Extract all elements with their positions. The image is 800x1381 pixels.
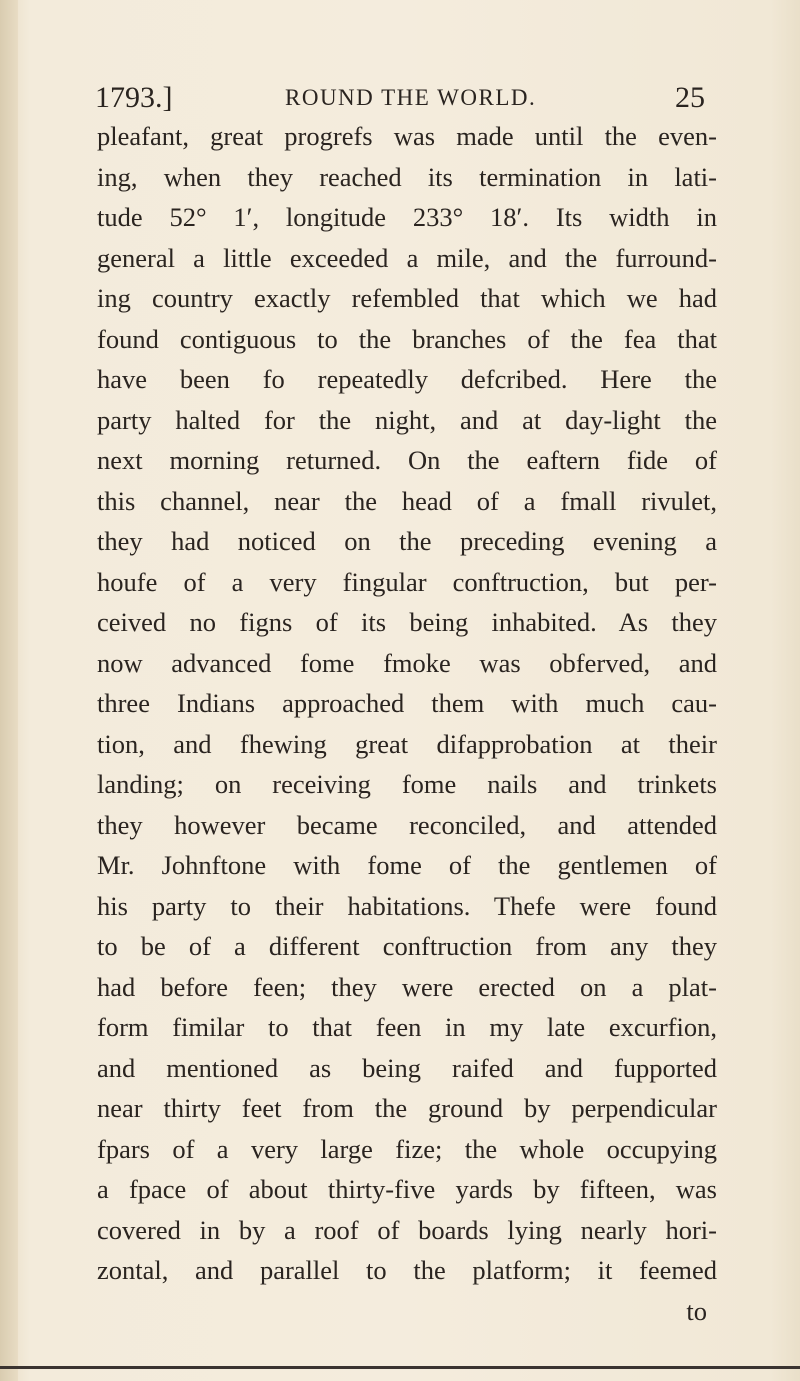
text-line: near thirty feet from the ground by perpendicular: [97, 1093, 717, 1123]
text-line: have been fo repeatedly defcribed. Here the: [97, 364, 717, 394]
text-line: this channel, near the head of a fmall rivulet,: [97, 485, 717, 516]
text-line: his party to their habitations. Thefe were found: [97, 890, 717, 921]
text-line: they however became reconciled, and attended: [97, 809, 717, 840]
text-line: next morning returned. On the eaftern fide of: [97, 445, 717, 475]
text-line: now advanced fome fmoke was obferved, and: [97, 647, 717, 678]
running-head: [95, 80, 705, 116]
text-line: tion, and fhewing great difapprobation at their: [97, 728, 717, 759]
text-line: to be of a different conftruction from any they: [97, 931, 717, 961]
text-line: found contiguous to the branches of the fea that: [97, 323, 717, 354]
text-line: landing; on receiving fome nails and trinkets: [97, 769, 717, 799]
text-line: form fimilar to that feen in my late excurfion,: [97, 1012, 717, 1042]
text-line: houfe of a very fingular conftruction, but per-: [97, 566, 717, 597]
running-head-title: ROUND THE WORLD.: [285, 85, 537, 110]
text-line: had before feen; they were erected on a plat-: [97, 971, 717, 1002]
text-line: ing country exactly refembled that which we had: [97, 283, 717, 313]
text-line: a fpace of about thirty-five yards by fifteen, was: [97, 1174, 717, 1204]
catchword: to: [686, 1295, 707, 1326]
text-line: and mentioned as being raifed and fupported: [97, 1052, 717, 1083]
text-line: ceived no figns of its being inhabited. As they: [97, 607, 717, 637]
page-edge-rule: [0, 1366, 800, 1369]
page-gutter: [0, 0, 18, 1381]
text-line: three Indians approached them with much cau-: [97, 688, 717, 718]
body-text: [97, 116, 717, 1331]
text-line: ing, when they reached its termination in lati-: [97, 161, 717, 192]
running-head-year: 1793.]: [95, 81, 173, 114]
text-line: party halted for the night, and at day-light the: [97, 404, 717, 435]
text-line: fpars of a very large fize; the whole occupying: [97, 1133, 717, 1164]
text-line: pleafant, great progrefs was made until the even-: [97, 121, 717, 151]
text-line: tude 52° 1′, longitude 233° 18′. Its width in: [97, 202, 717, 232]
text-line: general a little exceeded a mile, and the furround-: [97, 242, 717, 273]
text-line: Mr. Johnftone with fome of the gentlemen of: [97, 850, 717, 880]
text-line: they had noticed on the preceding evening a: [97, 526, 717, 556]
text-line: covered in by a roof of boards lying nearly hori-: [97, 1214, 717, 1245]
text-line: zontal, and parallel to the platform; it feemed: [97, 1255, 717, 1285]
page-number: 25: [675, 81, 705, 114]
